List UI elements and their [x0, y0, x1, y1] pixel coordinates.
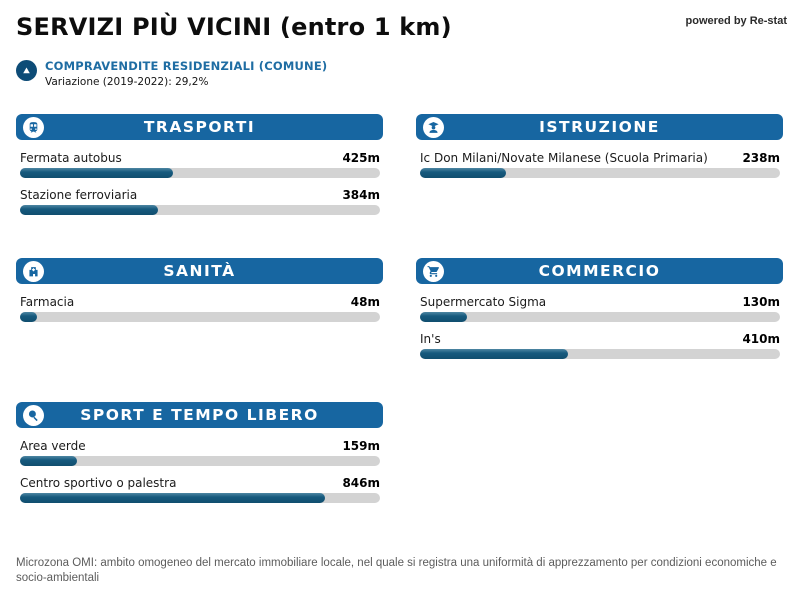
- summary-label: COMPRAVENDITE RESIDENZIALI (COMUNE): [45, 59, 328, 73]
- service-row-header: [20, 440, 380, 453]
- service-distance: 425m: [342, 151, 380, 165]
- service-distance: 410m: [742, 332, 780, 346]
- service-row: [20, 152, 380, 178]
- summary-variation: Variazione (2019-2022): 29,2%: [45, 76, 209, 88]
- distance-bar-fill: [420, 349, 568, 359]
- service-distance: 159m: [342, 439, 380, 453]
- service-row-header: [420, 296, 780, 309]
- distance-bar-track: [420, 349, 780, 359]
- service-label: Ic Don Milani/Novate Milanese (Scuola Primaria): [420, 151, 708, 165]
- section-title: COMMERCIO: [538, 262, 661, 280]
- section-sanita: [16, 258, 383, 402]
- service-row: [20, 477, 380, 503]
- service-row: [420, 152, 780, 178]
- service-label: Supermercato Sigma: [420, 295, 547, 309]
- distance-bar-fill: [420, 312, 467, 322]
- service-label: Stazione ferroviaria: [20, 188, 138, 202]
- service-label: Fermata autobus: [20, 151, 122, 165]
- section-header: [16, 258, 383, 284]
- distance-bar-fill: [20, 493, 325, 503]
- section-sport: [16, 402, 383, 546]
- summary-compravendite: [16, 59, 327, 88]
- section-istruzione: [416, 114, 783, 258]
- section-title: SPORT E TEMPO LIBERO: [80, 406, 319, 424]
- distance-bar-fill: [20, 456, 77, 466]
- distance-bar-fill: [20, 205, 158, 215]
- train-icon: [23, 117, 44, 138]
- service-distance: 238m: [742, 151, 780, 165]
- distance-bar-track: [20, 205, 380, 215]
- section-rows: [416, 296, 783, 359]
- section-commercio: [416, 258, 783, 402]
- racket-icon: [23, 405, 44, 426]
- graduate-icon: [423, 117, 444, 138]
- section-rows: [16, 440, 383, 503]
- service-row-header: [420, 152, 780, 165]
- service-distance: 48m: [350, 295, 380, 309]
- service-row: [420, 333, 780, 359]
- service-row-header: [420, 333, 780, 346]
- service-label: In's: [420, 332, 441, 346]
- hospital-icon: [23, 261, 44, 282]
- service-distance: 384m: [342, 188, 380, 202]
- page-title: SERVIZI PIÙ VICINI (entro 1 km): [16, 13, 452, 41]
- distance-bar-track: [20, 312, 380, 322]
- service-row: [20, 189, 380, 215]
- service-distance: 846m: [342, 476, 380, 490]
- sections-grid: [16, 114, 783, 546]
- service-row-header: [20, 152, 380, 165]
- summary-text: [45, 59, 327, 88]
- distance-bar-track: [20, 168, 380, 178]
- section-rows: [416, 152, 783, 178]
- service-row: [20, 296, 380, 322]
- service-label: Centro sportivo o palestra: [20, 476, 177, 490]
- section-title: TRASPORTI: [143, 118, 256, 136]
- section-rows: [16, 296, 383, 322]
- service-row-header: [20, 477, 380, 490]
- service-row-header: [20, 189, 380, 202]
- distance-bar-fill: [420, 168, 506, 178]
- section-trasporti: [16, 114, 383, 258]
- service-row: [20, 440, 380, 466]
- distance-bar-track: [420, 168, 780, 178]
- trend-up-icon: [16, 60, 37, 81]
- distance-bar-fill: [20, 312, 37, 322]
- section-header: [416, 258, 783, 284]
- service-row-header: [20, 296, 380, 309]
- section-rows: [16, 152, 383, 215]
- powered-by-label: powered by Re-stat: [685, 15, 787, 27]
- distance-bar-track: [20, 493, 380, 503]
- distance-bar-track: [20, 456, 380, 466]
- service-label: Area verde: [20, 439, 86, 453]
- distance-bar-fill: [20, 168, 173, 178]
- section-title: ISTRUZIONE: [539, 118, 660, 136]
- service-distance: 130m: [742, 295, 780, 309]
- distance-bar-track: [420, 312, 780, 322]
- section-header: [416, 114, 783, 140]
- service-label: Farmacia: [20, 295, 75, 309]
- section-title: SANITÀ: [163, 262, 236, 280]
- section-header: [16, 402, 383, 428]
- service-row: [420, 296, 780, 322]
- footer-note: Microzona OMI: ambito omogeneo del mercato immobiliare locale, nel quale si registra una uniformità di apprezzamento per condizioni economiche e socio-ambientali: [16, 557, 777, 584]
- cart-icon: [423, 261, 444, 282]
- section-header: [16, 114, 383, 140]
